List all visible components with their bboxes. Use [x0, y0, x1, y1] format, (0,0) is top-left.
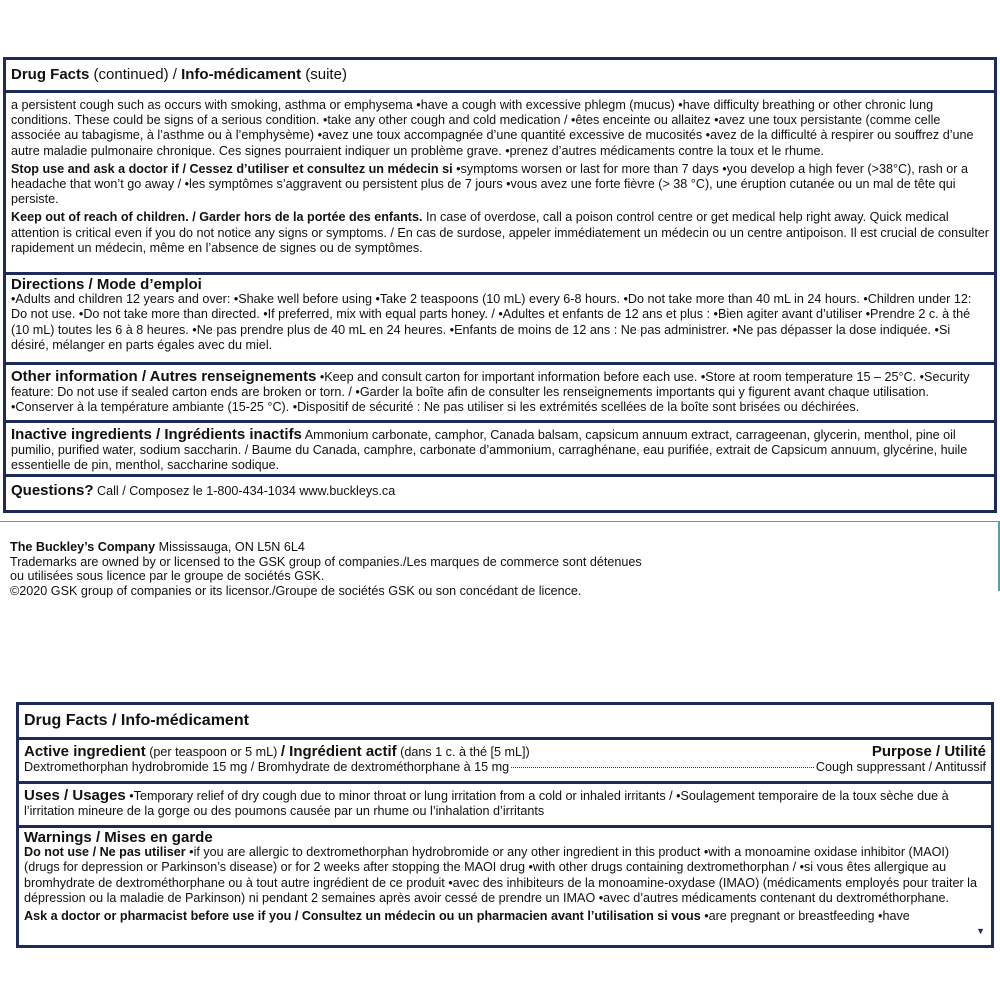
- active-ingredient-sub: (per teaspoon or 5 mL): [145, 745, 281, 759]
- other-information-section: [6, 362, 994, 420]
- panel-title: [6, 60, 994, 90]
- purpose-label: Purpose / Utilité: [871, 743, 986, 760]
- dot-leader: [511, 766, 814, 768]
- company-name: The Buckley’s Company: [10, 540, 156, 554]
- ingredient-actif-sub: (dans 1 c. à thé [5 mL]): [396, 745, 530, 759]
- warnings-section: [19, 825, 991, 945]
- do-not-use-label: Do not use / Ne pas utiliser: [24, 845, 186, 860]
- active-ingredient-label: Active ingredient: [24, 743, 146, 760]
- uses-section: [19, 781, 991, 825]
- keep-out-paragraph: [11, 210, 989, 256]
- stop-use-paragraph: [11, 162, 989, 208]
- title-normal-1: (continued) /: [89, 66, 182, 83]
- ask-doctor-text: •are pregnant or breastfeeding •have: [700, 909, 910, 924]
- title-bold-2: Info-médicament: [181, 66, 302, 83]
- company-line: [10, 540, 650, 555]
- drug-facts-title: Drug Facts / Info-médicament: [24, 712, 249, 729]
- uses-label: Uses / Usages: [24, 787, 126, 804]
- warnings-continued-text: a persistent cough such as occurs with smoking, asthma or emphysema •have a cough with excessive phlegm (mucus) •have difficulty breathing or other chronic lung conditions. These could be signs of a serious condition. •take any other cough and cold medication / •êtes enceinte ou allaitez •avez une toux persistante (comme celle associée au tabagisme, à l’asthme ou à l’emphysème) •avez une toux accompagnée d’une quantité excessive de mucosités •avez de la difficulté à respirer ou souffrez d’une autre maladie pulmonaire chronique. Ces signes pourraient indiquer un problème grave. •prenez d’autres médicaments contre la toux et le rhume.: [11, 98, 974, 158]
- warnings-continued-section: [6, 90, 994, 272]
- inactive-ingredients-section: [6, 420, 994, 474]
- questions-label: Questions?: [11, 482, 94, 499]
- copyright-text: ©2020 GSK group of companies or its licensor./Groupe de sociétés GSK ou son concédant de licence.: [10, 583, 582, 598]
- directions-section: [6, 272, 994, 362]
- purpose-value: Cough suppressant / Antitussif: [815, 760, 986, 775]
- uses-text: •Temporary relief of dry cough due to minor throat or lung irritation from a cold or inhaled irritants / •Soulagement temporaire de la toux sèche due à l’irritation mineure de la gorge ou des poumons causée par un rhume ou l’inhalation d’irritants: [24, 789, 949, 819]
- directions-label: Directions / Mode d’emploi: [11, 276, 202, 293]
- warnings-label: Warnings / Mises en garde: [24, 829, 213, 846]
- inactive-ingredients-label: Inactive ingredients / Ingrédients inactifs: [11, 426, 302, 443]
- inactive-ingredients-text: Ammonium carbonate, camphor, Canada balsam, capsicum annuum extract, carrageenan, glycerin, menthol, pine oil pumilio, purified water, sodium saccharin. / Baume du Canada, camphre, carbonate d’ammonium, carraghénane, eau purifiée, extrait de Capsicum annuum, glycérine, huile essentielle de pin, menthol, saccharine sodique.: [11, 428, 968, 473]
- stop-use-text: •symptoms worsen or last for more than 7 days •you develop a high fever (>38°C), rash or a headache that won’t go away / •les symptômes s’aggravent ou persistent plus de 7 jours •vous avez une forte fièvre (> 38 °C), une éruption cutanée ou un mal de tête qui persiste.: [11, 161, 968, 207]
- company-info: [10, 540, 650, 598]
- continued-arrow-icon: ▼: [976, 925, 985, 936]
- ingredient-actif-label: / Ingrédient actif: [280, 743, 397, 760]
- ask-doctor-label: Ask a doctor or pharmacist before use if you / Consultez un médecin ou un pharmacien avant l’utilisation si vous: [24, 909, 701, 924]
- ask-doctor-paragraph: [24, 909, 986, 924]
- keep-out-label: Keep out of reach of children. / Garder hors de la portée des enfants.: [11, 210, 423, 225]
- panel-title: [19, 705, 991, 737]
- other-information-label: Other information / Autres renseignements: [11, 368, 317, 385]
- title-bold-1: Drug Facts: [11, 66, 90, 83]
- keep-out-text: In case of overdose, call a poison control centre or get medical help right away. Quick medical attention is critical even if you do not notice any signs or symptoms. / En cas de surdose, appeler immédiatement un médecin ou un centre antipoison. Il est crucial de consulter rapidement un médecin, même en l’absence de signes ou de symptômes.: [11, 210, 989, 255]
- drug-facts-panel: [16, 702, 994, 948]
- active-ingredient-label-group: [24, 744, 530, 760]
- active-ingredient-row: [24, 760, 986, 775]
- questions-text: Call / Composez le 1-800-434-1034 www.buckleys.ca: [93, 484, 396, 498]
- other-information-text: •Keep and consult carton for important information before each use. •Store at room temperature 15 – 25°C. •Security feature: Do not use if sealed carton ends are broken or torn. / •Garder la boîte afin de consulter les renseignements importants qui y figurent avant chaque utilisation. •Conserver à la température ambiante (15-25 °C). •Dispositif de sécurité : Ne pas utiliser si les extrémités scellées de la boîte sont brisées ou déchirées.: [11, 370, 970, 415]
- active-ingredient-section: [19, 737, 991, 781]
- drug-facts-continued-panel: [3, 57, 997, 513]
- directions-text: •Adults and children 12 years and over: •Shake well before using •Take 2 teaspoons (10 mL) every 6-8 hours. •Do not take more than 40 mL in 24 hours. •Children under 12: Do not use. •Do not take more than directed. •If preferred, mix with equal parts honey. / •Adultes et enfants de 12 ans et plus : •Bien agiter avant d’utiliser •Prendre 2 c. à thé (10 mL) toutes les 6 à 8 heures. •Ne pas prendre plus de 40 mL en 24 heures. •Enfants de moins de 12 ans : Ne pas administrer. •Ne pas dépasser la dose indiquée. •Si désiré, mélanger en parts égales avec du miel.: [11, 292, 972, 352]
- active-ingredient-header: [24, 744, 986, 760]
- questions-section: [6, 474, 994, 508]
- trademark-text: Trademarks are owned by or licensed to the GSK group of companies./Les marques de commerce sont détenues ou utilisées sous licence par le groupe de sociétés GSK.: [10, 554, 642, 583]
- title-normal-2: (suite): [301, 66, 347, 83]
- do-not-use-text: •if you are allergic to dextromethorphan hydrobromide or any other ingredient in this product •with a monoamine oxidase inhibitor (MAOI) (drugs for depression or Parkinson’s disease) or for 2 weeks after stopping the MAOI drug •with other drugs containing dextromethorphan / •si vous êtes allergique au bromhydrate de dextrométhorphane ou à tout autre ingrédient de ce produit •avec des inhibiteurs de la monoamine-oxydase (IMAO) (médicaments employés pour traiter la dépression ou la maladie de Parkinson) ni pendant 2 semaines après avoir cessé de prendre un IMAO •avec d’autres médicaments contenant du dextrométhorphane.: [24, 845, 977, 905]
- active-ingredient-value: Dextromethorphan hydrobromide 15 mg / Bromhydrate de dextrométhorphane à 15 mg: [24, 760, 510, 775]
- do-not-use-paragraph: [24, 845, 986, 906]
- company-address: Mississauga, ON L5N 6L4: [155, 540, 305, 554]
- teal-divider-line: [0, 521, 1000, 522]
- stop-use-label: Stop use and ask a doctor if / Cessez d’utiliser et consultez un médecin si: [11, 161, 453, 176]
